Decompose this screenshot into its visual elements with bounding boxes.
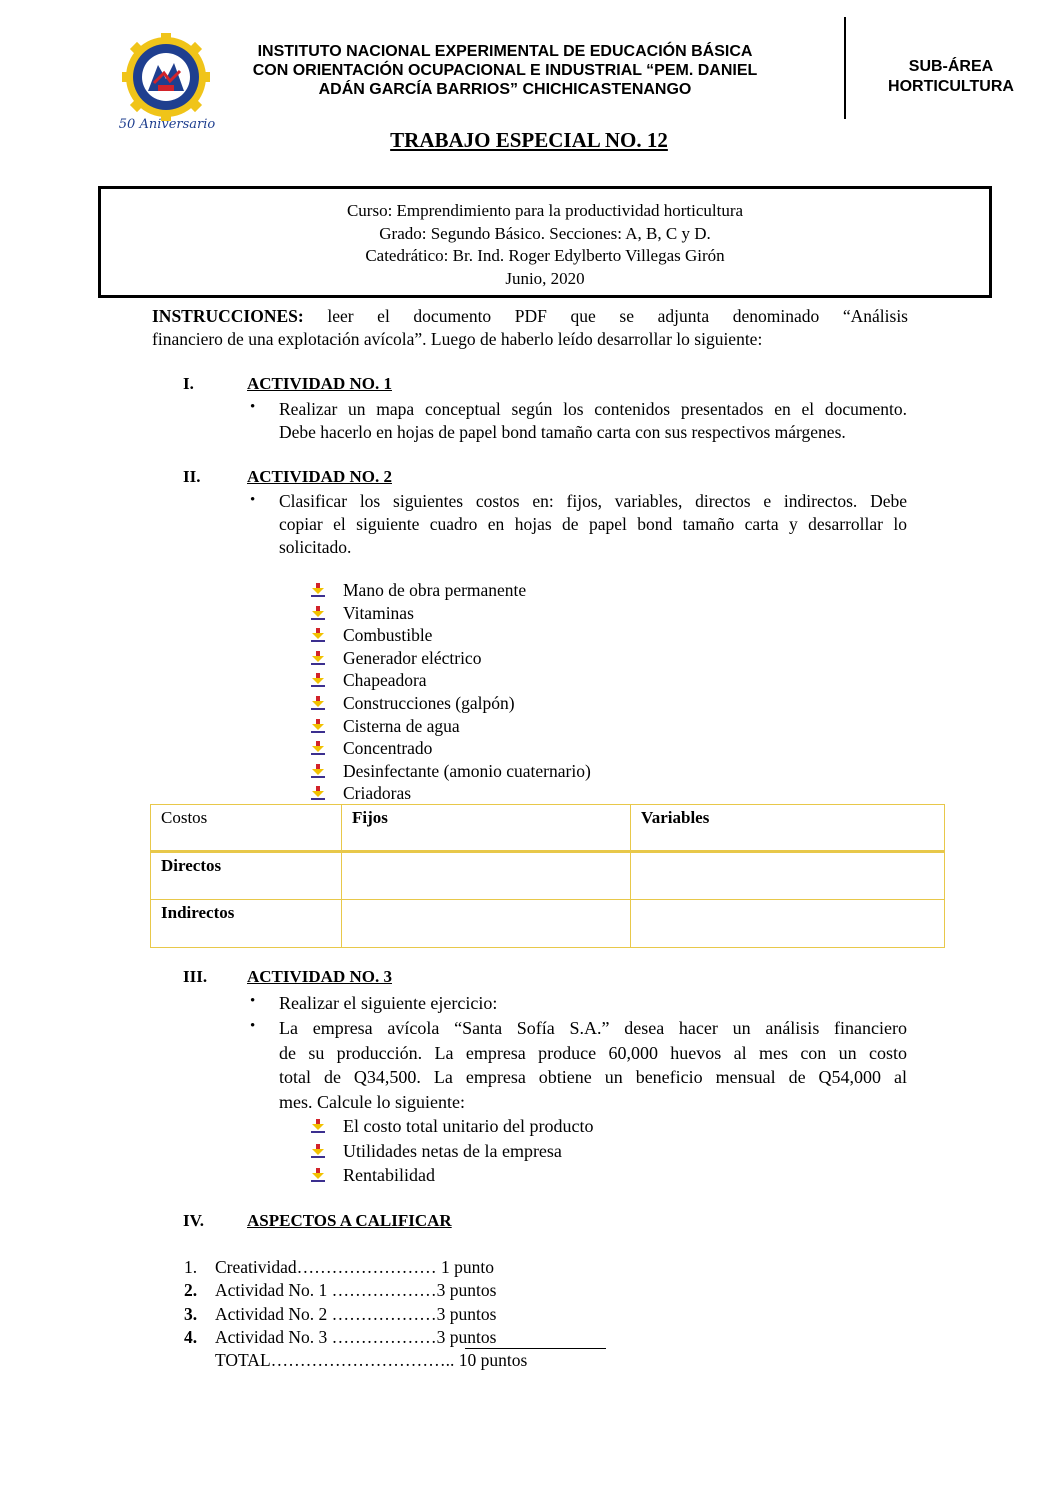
list-item <box>310 602 710 625</box>
institution-line: INSTITUTO NACIONAL EXPERIMENTAL DE EDUCACIÓN BÁSICA <box>257 43 753 60</box>
table-header-row <box>151 805 945 852</box>
section-1-heading: ACTIVIDAD NO. 1 <box>247 374 392 393</box>
section-3-bullet-2 <box>279 1016 907 1114</box>
section-2-heading: ACTIVIDAD NO. 2 <box>247 467 392 486</box>
list-item-text: Utilidades netas de la empresa <box>343 1140 562 1161</box>
arrow-bullet-icon <box>310 605 326 621</box>
institution-name <box>205 42 805 99</box>
arrow-bullet-icon <box>310 1143 326 1159</box>
column-header-fijos: Fijos <box>342 805 631 852</box>
text-line: Realizar un mapa conceptual según los contenidos presentados en el documento. <box>279 399 907 419</box>
grading-item <box>184 1256 644 1279</box>
arrow-bullet-icon <box>310 672 326 688</box>
subarea-line: SUB-ÁREA <box>908 58 994 75</box>
grading-item-number: 2. <box>184 1280 198 1301</box>
arrow-bullet-icon <box>310 1167 326 1183</box>
list-item <box>310 737 710 760</box>
list-item <box>310 1114 710 1139</box>
section-3-heading: ACTIVIDAD NO. 3 <box>247 967 392 986</box>
text-line: copiar el siguiente cuadro en hojas de papel bond tamaño carta y desarrollar lo <box>279 514 907 534</box>
grade-line: Grado: Segundo Básico. Secciones: A, B, C y D. <box>379 223 711 243</box>
list-item <box>310 692 710 715</box>
grading-list <box>184 1256 644 1372</box>
total-underline <box>465 1348 606 1349</box>
list-item-text: Desinfectante (amonio cuaternario) <box>343 760 591 781</box>
column-header-variables: Variables <box>631 805 945 852</box>
document-title: TRABAJO ESPECIAL NO. 12 <box>390 128 668 152</box>
list-item <box>310 1163 710 1188</box>
table-row <box>151 852 945 900</box>
table-corner-cell: Costos <box>151 805 342 852</box>
logo-caption: 50 Aniversario <box>118 117 216 132</box>
bullet-icon: • <box>250 399 256 415</box>
grading-item-number: 3. <box>184 1303 198 1324</box>
list-item-text: Vitaminas <box>343 602 414 623</box>
list-item <box>310 715 710 738</box>
header-divider <box>844 17 846 119</box>
list-item-text: Criadoras <box>343 783 412 804</box>
subarea-label <box>856 57 1046 97</box>
grading-item-number: 1. <box>184 1257 198 1277</box>
list-item <box>310 624 710 647</box>
table-cell <box>342 852 631 900</box>
list-item-text: Generador eléctrico <box>343 647 482 668</box>
table-row <box>151 900 945 948</box>
row-header-indirectos: Indirectos <box>151 900 342 948</box>
table-cell <box>631 900 945 948</box>
arrow-bullet-icon <box>310 785 326 801</box>
grading-item-text: Actividad No. 1 ………………3 puntos <box>215 1280 497 1301</box>
section-3-bullet-1: Realizar el siguiente ejercicio: <box>279 993 498 1013</box>
grading-item-text: Actividad No. 2 ………………3 puntos <box>215 1303 497 1324</box>
section-2-numeral: II. <box>183 467 201 486</box>
cost-items-list <box>310 579 710 805</box>
arrow-bullet-icon <box>310 627 326 643</box>
text-line: La empresa avícola “Santa Sofía S.A.” desea hacer un análisis financiero <box>279 1018 907 1038</box>
instructions-line-1 <box>152 305 908 328</box>
arrow-bullet-icon <box>310 740 326 756</box>
list-item <box>310 669 710 692</box>
cost-classification-table <box>150 804 945 948</box>
list-item-text: Rentabilidad <box>343 1165 435 1185</box>
section-3-numeral: III. <box>183 967 208 986</box>
institution-line: ADÁN GARCÍA BARRIOS” CHICHICASTENANGO <box>318 81 692 98</box>
instructions-line-2: financiero de una explotación avícola”. Luego de haberlo leído desarrollar lo siguiente: <box>152 329 763 349</box>
text-line: total de Q34,500. La empresa obtiene un beneficio mensual de Q54,000 al <box>279 1067 907 1087</box>
section-4-heading: ASPECTOS A CALIFICAR <box>247 1211 452 1230</box>
table-cell <box>631 852 945 900</box>
list-item <box>310 760 710 783</box>
list-item-text: Concentrado <box>343 738 433 759</box>
grading-item-text: Actividad No. 3 ………………3 puntos <box>215 1326 497 1347</box>
arrow-bullet-icon <box>310 695 326 711</box>
section-1-text <box>279 398 907 444</box>
instructions-text: leer el documento PDF que se adjunta denominado “Análisis <box>327 306 908 326</box>
section-2-text <box>279 490 907 559</box>
grading-item <box>184 1303 644 1326</box>
grading-item <box>184 1326 644 1349</box>
text-line: solicitado. <box>279 537 352 557</box>
section-1-numeral: I. <box>183 374 194 393</box>
list-item <box>310 647 710 670</box>
grading-item-text: Creatividad…………………… 1 punto <box>215 1257 495 1277</box>
arrow-bullet-icon <box>310 763 326 779</box>
text-line: Debe hacerlo en hojas de papel bond tamaño carta con sus respectivos márgenes. <box>279 422 846 442</box>
arrow-bullet-icon <box>310 718 326 734</box>
list-item <box>310 1139 710 1164</box>
list-item-text: Combustible <box>343 625 433 646</box>
arrow-bullet-icon <box>310 650 326 666</box>
list-item-text: El costo total unitario del producto <box>343 1116 594 1136</box>
bullet-icon: • <box>250 492 256 508</box>
institution-line: CON ORIENTACIÓN OCUPACIONAL E INDUSTRIAL “PEM. DANIEL <box>252 62 758 79</box>
list-item-text: Cisterna de agua <box>343 715 460 736</box>
list-item-text: Construcciones (galpón) <box>343 692 515 713</box>
grading-total: TOTAL………………………….. 10 puntos <box>215 1350 528 1371</box>
text-line: mes. Calcule lo siguiente: <box>279 1091 465 1112</box>
arrow-bullet-icon <box>310 1118 326 1134</box>
text-line: de su producción. La empresa produce 60,000 huevos al mes con un costo <box>279 1042 907 1063</box>
grading-item-number: 4. <box>184 1326 198 1347</box>
exercise-items-list <box>310 1114 710 1188</box>
grading-item <box>184 1279 644 1302</box>
list-item-text: Mano de obra permanente <box>343 580 527 600</box>
instructions-label: INSTRUCCIONES: <box>152 306 304 326</box>
list-item <box>310 782 710 805</box>
bullet-icon: • <box>250 1018 256 1034</box>
course-line: Curso: Emprendimiento para la productividad horticultura <box>346 201 744 220</box>
list-item <box>310 579 710 602</box>
bullet-icon: • <box>250 993 256 1009</box>
arrow-bullet-icon <box>310 582 326 598</box>
course-info-box <box>98 186 992 298</box>
subarea-line: HORTICULTURA <box>888 78 1014 95</box>
instructions <box>152 305 908 351</box>
text-line: Clasificar los siguientes costos en: fijos, variables, directos e indirectos. Debe <box>279 491 907 511</box>
teacher-line: Catedrático: Br. Ind. Roger Edylberto Villegas Girón <box>365 246 725 265</box>
table-cell <box>342 900 631 948</box>
date-line: Junio, 2020 <box>505 268 585 288</box>
list-item-text: Chapeadora <box>343 670 427 691</box>
section-4-numeral: IV. <box>183 1211 204 1230</box>
row-header-directos: Directos <box>151 852 342 900</box>
